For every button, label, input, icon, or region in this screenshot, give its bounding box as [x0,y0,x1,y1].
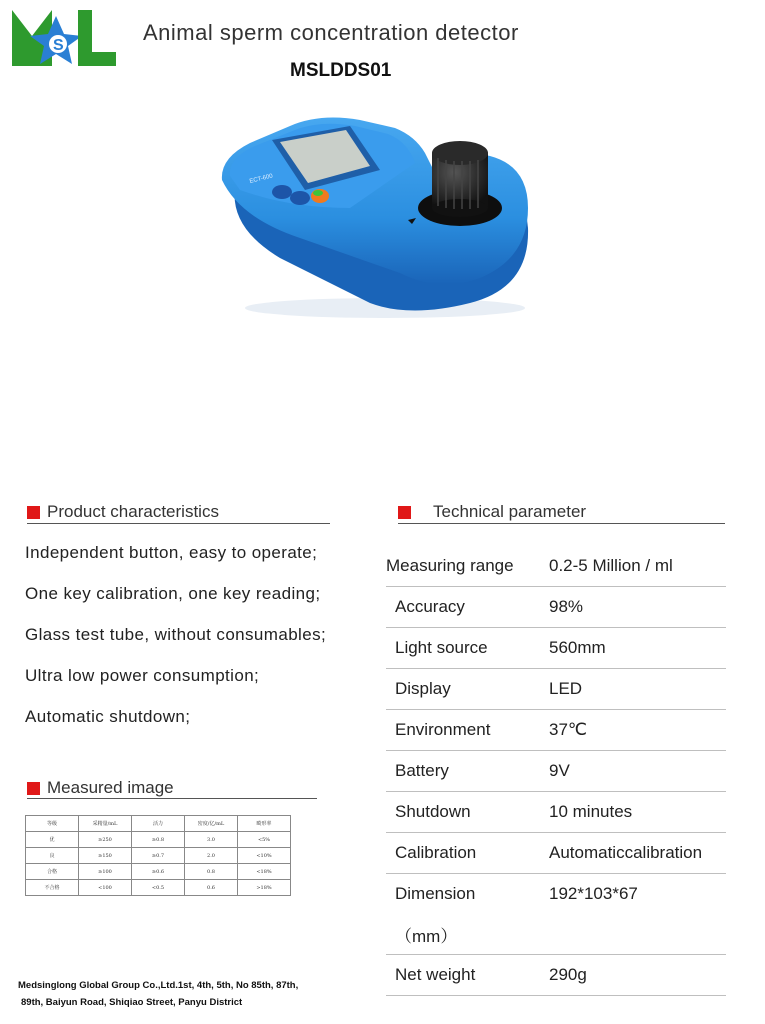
divider [27,523,330,524]
measured-image-heading: Measured image [27,778,174,798]
table-row: Shutdown 10 minutes [386,792,726,833]
page-title: Animal sperm concentration detector [143,20,519,45]
model-number: MSLDDS01 [290,60,392,81]
company-address [18,977,298,1011]
table-row: 合格 ≥100 ≥0.6 0.8 <18% [26,864,291,880]
table-row: Measuring range 0.2-5 Million / ml [386,546,726,587]
features-list [25,542,326,747]
table-row: Environment 37℃ [386,710,726,751]
divider [27,798,317,799]
table-row: Calibration Automaticcalibration [386,833,726,874]
address-line-2: 89th, Baiyun Road, Shiqiao Street, Panyu District [21,997,243,1008]
device-button-blue-1 [272,185,292,199]
table-row: Accuracy 98% [386,587,726,628]
table-row: 优 ≥250 ≥0.8 3.0 <5% [26,832,291,848]
table-row: Light source 560mm [386,628,726,669]
table-row: Dimension 192*103*67 [395,884,638,903]
list-item: Ultra low power consumption; [25,666,260,685]
table-row: （mm） [386,914,726,955]
address-line-1: Medsinglong Global Group Co.,Ltd.1st, 4th, 5th, No 85th, 87th, [18,980,299,991]
table-row: Battery 9V [386,751,726,792]
list-item: Independent button, easy to operate; [25,543,318,562]
device-label: ECT-600 [249,173,274,185]
red-square-icon [27,506,40,519]
red-square-icon [398,506,411,519]
technical-parameter-heading: Technical parameter [398,502,586,522]
table-row: 等级 采精量/mL 活力 密度/亿/mL 畸形率 [26,816,291,832]
device-button-blue-2 [290,191,310,205]
logo-s-letter: S [53,37,64,54]
product-characteristics-heading: Product characteristics [27,502,219,522]
table-row: 良 ≥150 ≥0.7 2.0 <10% [26,848,291,864]
company-logo [12,6,118,68]
table-row: 不合格 <100 <0.5 0.6 >18% [26,880,291,896]
red-square-icon [27,782,40,795]
list-item: Automatic shutdown; [25,707,191,726]
divider [398,523,725,524]
parameter-table [386,546,726,996]
table-row: Net weight 290g [386,955,726,996]
list-item: Glass test tube, without consumables; [25,625,327,644]
table-row: Display LED [386,669,726,710]
list-item: One key calibration, one key reading; [25,584,321,603]
device-image [210,108,540,323]
measured-table [25,815,291,896]
